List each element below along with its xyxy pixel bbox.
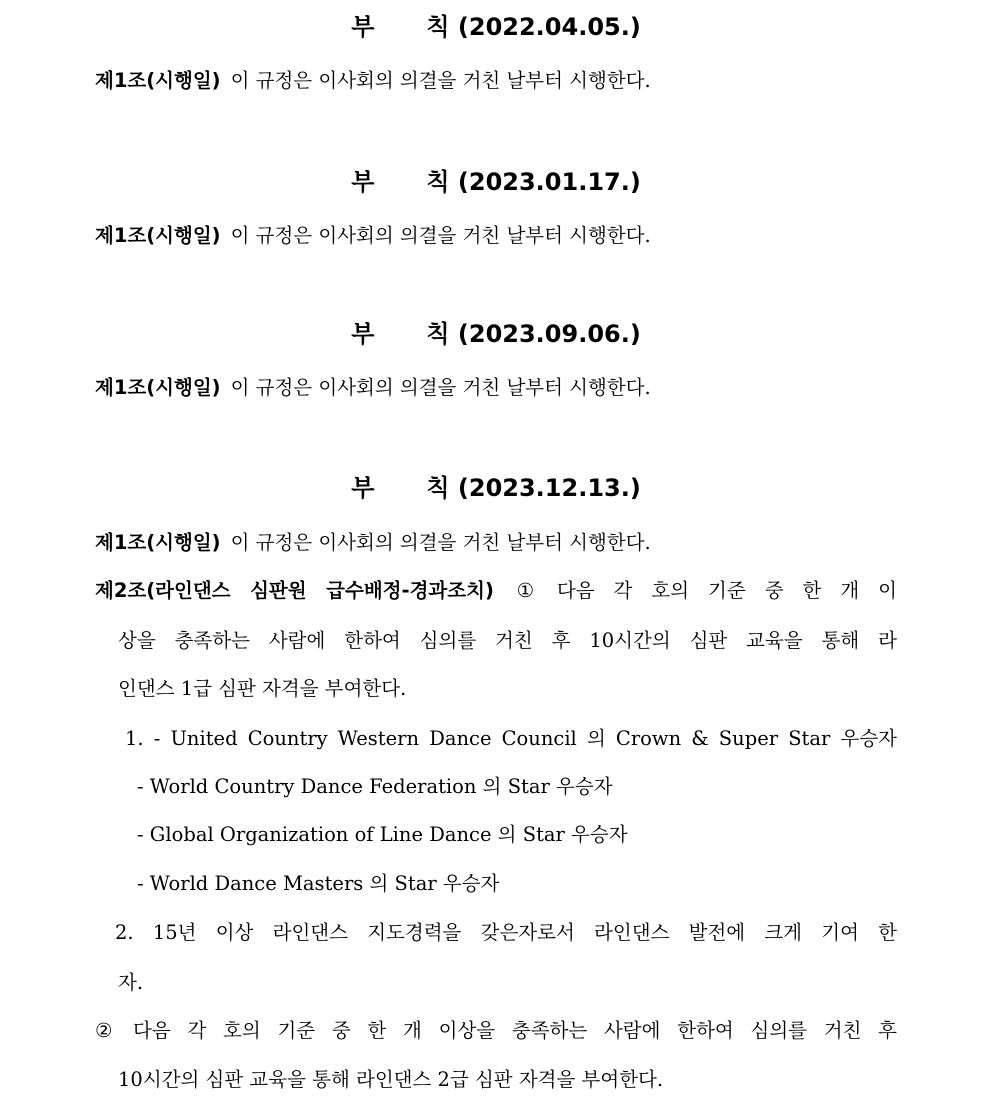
article-2-title: 제2조(라인댄스 심판원 급수배정-경과조치) [95, 579, 494, 602]
article-1-enforcement [95, 373, 897, 403]
article-title: 제1조(시행일) [95, 376, 221, 399]
addendum-heading-2023-12-13 [0, 472, 992, 504]
addendum-heading-2023-09-06 [0, 318, 992, 350]
article-text: 이 규정은 이사회의 의결을 거친 날부터 시행한다. [230, 531, 651, 554]
item-2-line-2: 자. [118, 971, 144, 994]
heading-char: 부 [351, 474, 375, 502]
paragraph-2-line-2: 10시간의 심판 교육을 통해 라인댄스 2급 심판 자격을 부여한다. [118, 1068, 664, 1091]
paragraph-1-line-2: 상을 충족하는 사람에 한하여 심의를 거친 후 10시간의 심판 교육을 통해 라 [118, 629, 897, 652]
article-title: 제1조(시행일) [95, 224, 221, 247]
article-1-enforcement [95, 221, 897, 251]
addendum-heading-2023-01-17 [0, 166, 992, 198]
item-1-sub-wcdf: - World Country Dance Federation 의 Star 우승자 [137, 775, 613, 798]
article-text: 이 규정은 이사회의 의결을 거친 날부터 시행한다. [230, 69, 651, 92]
paragraph-1-marker: ① [503, 579, 547, 602]
item-1-sub-wdm: - World Dance Masters 의 Star 우승자 [137, 872, 500, 895]
heading-date: 칙 (2023.01.17.) [426, 168, 641, 196]
heading-date: 칙 (2023.09.06.) [426, 320, 641, 348]
article-text: 이 규정은 이사회의 의결을 거친 날부터 시행한다. [230, 376, 651, 399]
article-1-enforcement [95, 528, 897, 558]
article-1-enforcement [95, 66, 897, 96]
article-text: 이 규정은 이사회의 의결을 거친 날부터 시행한다. [230, 224, 651, 247]
item-1-line: 1. - United Country Western Dance Council 의 Crown & Super Star 우승자 [125, 727, 897, 750]
article-title: 제1조(시행일) [95, 531, 221, 554]
paragraph-2-text: 다음 각 호의 기준 중 한 개 이상을 충족하는 사람에 한하여 심의를 거친 후 [133, 1019, 897, 1042]
article-title: 제1조(시행일) [95, 69, 221, 92]
heading-date: 칙 (2023.12.13.) [426, 474, 641, 502]
heading-char: 부 [351, 168, 375, 196]
paragraph-1-text: 다음 각 호의 기준 중 한 개 이 [556, 579, 897, 602]
addendum-heading-2022-04-05 [0, 11, 992, 43]
paragraph-2-line-1 [95, 1016, 897, 1046]
paragraph-2-marker: ② [95, 1019, 124, 1042]
item-2-line-1: 2. 15년 이상 라인댄스 지도경력을 갖은자로서 라인댄스 발전에 크게 기여 한 [115, 921, 897, 944]
paragraph-1-line-3: 인댄스 1급 심판 자격을 부여한다. [118, 677, 407, 700]
item-1-sub-gold: - Global Organization of Line Dance 의 Star 우승자 [137, 823, 628, 846]
article-2-line-1 [95, 576, 897, 606]
heading-date: 칙 (2022.04.05.) [426, 13, 641, 41]
heading-char: 부 [351, 13, 375, 41]
heading-char: 부 [351, 320, 375, 348]
